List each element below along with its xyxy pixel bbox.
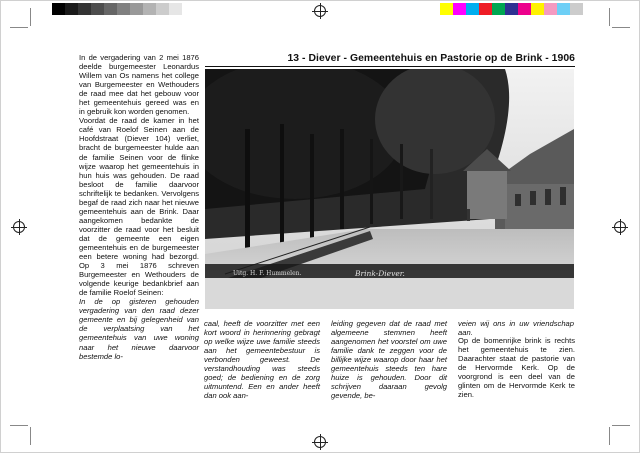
color-swatch [440, 3, 453, 15]
crop-mark [612, 27, 630, 28]
gray-swatch [104, 3, 117, 15]
crop-mark [612, 425, 630, 426]
color-calibration-bar [440, 3, 583, 15]
color-swatch [453, 3, 466, 15]
photo-description [458, 336, 575, 399]
color-swatch [466, 3, 479, 15]
color-swatch [505, 3, 518, 15]
gray-swatch [117, 3, 130, 15]
paragraph-intro: In de vergadering van 2 mei 1876 deelde burgemeester Leonardus Willem van Os namens het college van Burgemeester en Wethouders de raad mee dat het gebouw voor het gemeentehuis gereed was en in gebruik kon worden genomen. [79, 53, 199, 117]
gray-swatch [156, 3, 169, 15]
registration-mark-top [314, 5, 326, 17]
page-title: 13 - Diever - Gemeentehuis en Pastorie op de Brink - 1906 [287, 53, 575, 64]
left-text-column [79, 53, 199, 361]
gray-swatch [78, 3, 91, 15]
color-swatch [531, 3, 544, 15]
photo-description-text: Op de bomenrijke brink is rechts het gemeentehuis te zien. Daarachter staat de pastorie van de Hervormde Kerk. Op de voorgrond is een deel van de glinten om de Hervormde Kerk te zien. [458, 336, 575, 400]
letter-quote-end: veien wij ons in uw vriendschap aan. [458, 319, 574, 338]
historic-photo [205, 69, 574, 309]
photo-publisher-caption: Uitg. H. F. Hummelen. [233, 270, 302, 277]
color-swatch [479, 3, 492, 15]
gray-swatch [52, 3, 65, 15]
gray-swatch [143, 3, 156, 15]
bottom-text-column-3 [458, 319, 574, 337]
crop-mark [609, 8, 610, 26]
letter-quote-part-1: caal, heeft de voorzitter met een kort woord in herinnering gebragt op welke wijze uwe familie steeds aan het gemeentebestuur is verbonden geweest. De verstandhouding was steeds goed; de bediening en de zorg uitmuntend. Een en ander heeft dan ook aan- [204, 319, 320, 401]
color-swatch [557, 3, 570, 15]
registration-mark-right [614, 221, 626, 233]
crop-mark [30, 427, 31, 445]
color-swatch [570, 3, 583, 15]
registration-mark-bottom [314, 436, 326, 448]
letter-quote-part-2: leiding gegeven dat de raad met algemeene stemmen heeft aangenomen het voorstel om uwe familie dank te zeggen voor de billijke wijze waarop door haar het gemeentehuis steeds ten hare huize is gehouden. Door dit schrijven daaraan gevolg gevende, be- [331, 319, 447, 401]
color-swatch [492, 3, 505, 15]
crop-mark [30, 8, 31, 26]
registration-mark-left [13, 221, 25, 233]
photo-title-caption: Brink-Diever. [355, 269, 405, 278]
bottom-text-column-2 [331, 319, 447, 400]
letter-quote-start: In de op gisteren gehouden vergadering van den raad dezer gemeente en bij gelegenheid van de verplaatsing van het gemeentehuis van uwe woning naar het nieuwe daarvoor bestemde lo- [79, 297, 199, 361]
color-swatch [518, 3, 531, 15]
gray-swatch [169, 3, 182, 15]
paragraph-body: Voordat de raad de kamer in het café van Roelof Seinen aan de Hoofdstraat (Diever 104) verliet, bracht de burgemeester hulde aan de familie Seinen voor de flinke wijze waarop het gemeentehuis in hun huis was gehouden. De raad besloot de familie daarvoor schriftelijk te bedanken. Vervolgens begaf de raad zich naar het nieuwe gemeentehuis aan de Brink. Daar aangekomen bedankte de voorzitter de raad voor het besluit dat de gemeente een eigen gemeentehuis en de burgemeester een betere woning had bezorgd. Op 3 mei 1876 schreven Burgemeester en Wethouders de volgende keurige bedankbrief aan de familie Roelof Seinen: [79, 116, 199, 298]
title-underline [205, 66, 575, 67]
gray-swatch [182, 3, 195, 15]
color-swatch [544, 3, 557, 15]
grayscale-calibration-bar [52, 3, 195, 15]
crop-mark [10, 425, 28, 426]
crop-mark [609, 427, 610, 445]
crop-mark [10, 27, 28, 28]
gray-swatch [130, 3, 143, 15]
gray-swatch [91, 3, 104, 15]
bottom-text-column-1 [204, 319, 320, 400]
gray-swatch [65, 3, 78, 15]
